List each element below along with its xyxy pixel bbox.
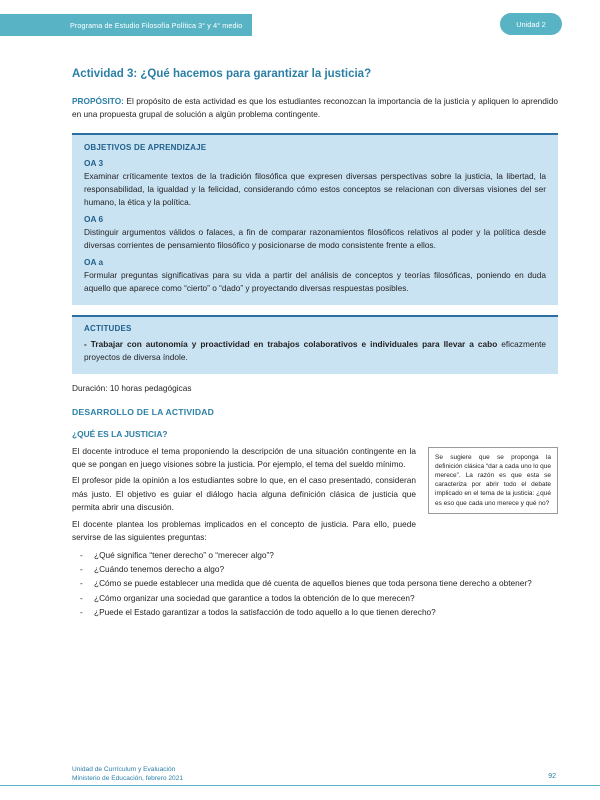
list-item — [72, 549, 558, 562]
attitudes-box — [72, 315, 558, 373]
oa-code-6: OA 6 — [84, 213, 104, 224]
oa-code-a: OA a — [84, 257, 104, 268]
purpose-text: El propósito de esta actividad es que los estudiantes reconozcan la importancia de la justicia y apliquen lo aprendido en una propuesta grupal de solución a algún problema contingente. — [72, 95, 558, 120]
development-body — [72, 445, 558, 620]
learning-objectives-box — [72, 133, 558, 306]
question-text-2: ¿Cuándo tenemos derecho a algo? — [94, 564, 225, 575]
development-paragraph-1: El docente introduce el tema proponiendo la descripción de una situación contingente en la que se pongan en juego visiones sobre la justicia. Por ejemplo, el tema del sueldo mínimo. — [72, 445, 416, 469]
question-text-5: ¿Puede el Estado garantizar a todos la satisfacción de todo aquello a lo que tienen derecho? — [94, 607, 436, 618]
learning-objectives-title: OBJETIVOS DE APRENDIZAJE — [84, 142, 207, 152]
attitudes-text — [84, 338, 546, 364]
duration-text: Duración: 10 horas pedagógicas — [72, 382, 192, 393]
question-text-3: ¿Cómo se puede establecer una medida que dé cuenta de aquellos bienes que toda persona tiene derecho a obtener? — [94, 578, 532, 589]
development-paragraph-3: El docente plantea los problemas implicados en el concepto de justicia. Para ello, puede servirse de las siguientes preguntas: — [72, 518, 416, 543]
page-header — [0, 0, 600, 50]
list-dash: - — [80, 607, 83, 618]
list-dash: - — [80, 578, 83, 589]
footer-line-1: Unidad de Currículum y Evaluación — [72, 765, 176, 773]
header-program-title: Programa de Estudio Filosofía Política 3° y 4° medio — [60, 14, 252, 36]
question-text-4: ¿Cómo organizar una sociedad que garantice a todos la obtención de lo que merecen? — [94, 592, 415, 603]
purpose-label: PROPÓSITO: — [72, 95, 124, 106]
attitudes-title: ACTITUDES — [84, 324, 132, 334]
list-item — [72, 592, 558, 605]
header-accent-block — [0, 14, 60, 36]
footer-divider — [0, 785, 600, 787]
question-list — [72, 549, 558, 620]
page-footer — [0, 754, 600, 800]
development-paragraph-2: El profesor pide la opinión a los estudiantes sobre lo que, en el caso presentado, consideran más justo. El objetivo es guiar el diálogo hacia alguna definición clásica de justicia que permita abrir una discusión. — [72, 475, 416, 513]
list-dash: - — [80, 564, 83, 575]
oa-code-3: OA 3 — [84, 157, 104, 168]
list-dash: - — [80, 549, 83, 560]
footer-line-2: Ministerio de Educación, febrero 2021 — [72, 775, 184, 783]
attitudes-bold-lead: - Trabajar con autonomía y proactividad en trabajos colaborativos e individuales para llevar a cabo — [84, 339, 502, 350]
side-note-box: Se sugiere que se proponga la definición clásica “dar a cada uno lo que merece”. La razón es que esta se caracteriza por abrir todo el debate implicado en el tema de la justicia: ¿qué es eso que cada uno merece y qué no? — [428, 447, 558, 514]
development-heading: DESARROLLO DE LA ACTIVIDAD — [72, 406, 215, 417]
oa-text-a: Formular preguntas significativas para su vida a partir del análisis de conceptos y teorías filosóficas, poniendo en duda aquello que aparece como “cierto” o “dado” y proyectando diversas respuestas posibles. — [84, 270, 546, 294]
development-subheading: ¿QUÉ ES LA JUSTICIA? — [72, 428, 168, 439]
purpose-paragraph — [72, 95, 558, 122]
page-content — [0, 50, 600, 750]
list-item — [72, 577, 558, 590]
list-item — [72, 563, 558, 576]
footer-institution — [72, 765, 183, 784]
oa-text-3: Examinar críticamente textos de la tradición filosófica que expresen diversas perspectivas sobre la justicia, la libertad, la responsabilidad, la igualdad y la felicidad, considerando cómo estos conceptos se relacionan con diversas visiones del ser humano, la ética y la política. — [84, 170, 546, 207]
question-text-1: ¿Qué significa “tener derecho” o “merecer algo”? — [94, 549, 274, 560]
page-title: Actividad 3: ¿Qué hacemos para garantizar la justicia? — [72, 68, 372, 80]
list-item — [72, 606, 558, 619]
page-number: 92 — [548, 773, 556, 780]
unit-badge: Unidad 2 — [500, 13, 562, 35]
oa-text-6: Distinguir argumentos válidos o falaces, a fin de comparar razonamientos filosóficos relativos al poder y la política desde diversas corrientes de pensamiento filosófico y posicionarse de modo consistente frente a ellos. — [84, 226, 546, 251]
attitudes-rest: eficazmente proyectos de diversa índole. — [84, 339, 546, 363]
list-dash: - — [80, 592, 83, 603]
